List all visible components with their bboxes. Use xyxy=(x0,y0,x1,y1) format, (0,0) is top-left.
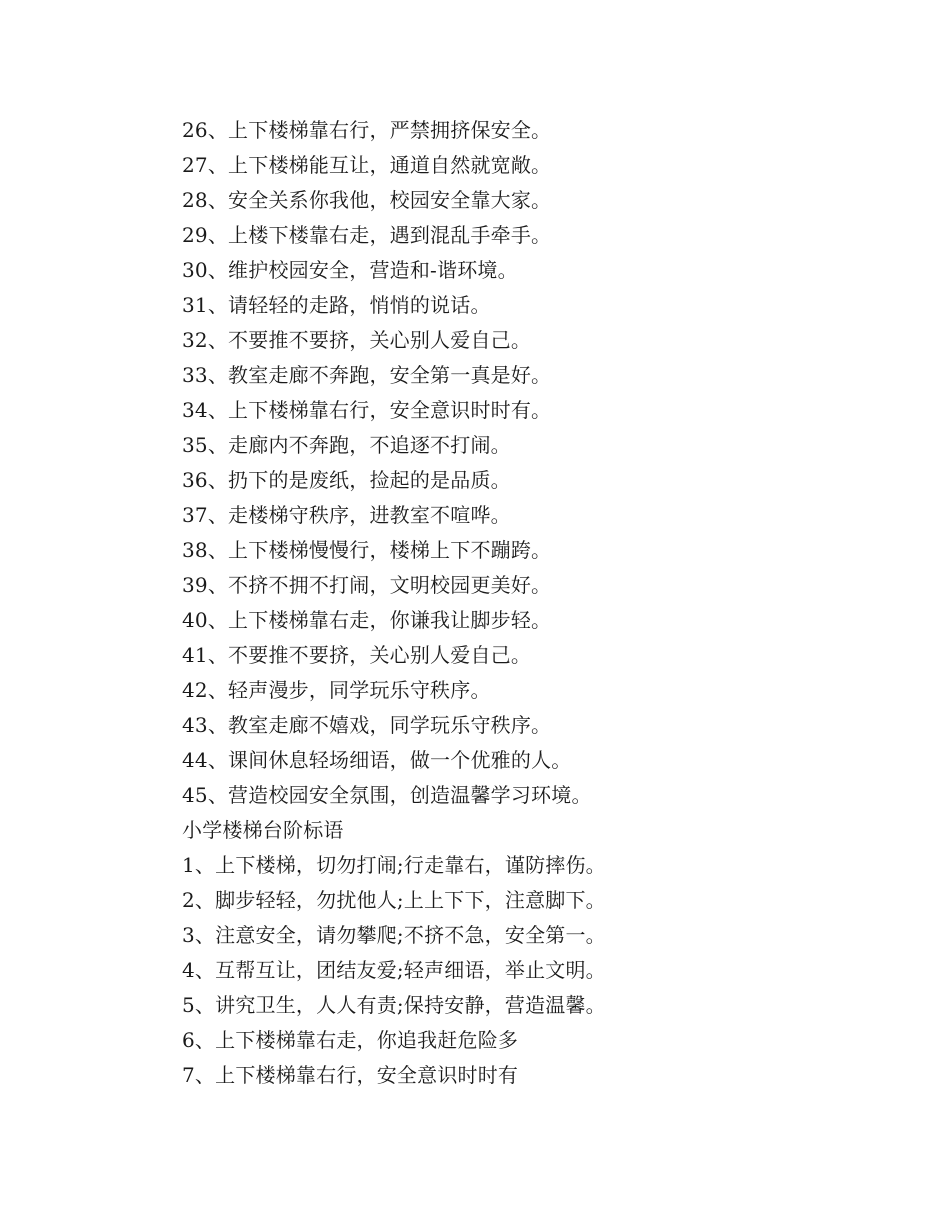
slogan-line-30: 30、维护校园安全，营造和-谐环境。 xyxy=(182,258,518,282)
stair-slogan-line-5: 5、讲究卫生，人人有责;保持安静，营造温馨。 xyxy=(182,993,606,1017)
stair-slogan-line-2: 2、脚步轻轻，勿扰他人;上上下下，注意脚下。 xyxy=(182,888,606,912)
slogan-line-32: 32、不要推不要挤，关心别人爱自己。 xyxy=(182,328,532,352)
stair-slogan-line-6: 6、上下楼梯靠右走，你追我赶危险多 xyxy=(182,1028,519,1052)
slogan-line-39: 39、不挤不拥不打闹，文明校园更美好。 xyxy=(182,573,552,597)
slogan-line-44: 44、课间休息轻场细语，做一个优雅的人。 xyxy=(182,748,572,772)
slogan-list xyxy=(182,113,902,1093)
slogan-line-37: 37、走楼梯守秩序，进教室不喧哗。 xyxy=(182,503,511,527)
slogan-line-29: 29、上楼下楼靠右走，遇到混乱手牵手。 xyxy=(182,223,552,247)
slogan-line-40: 40、上下楼梯靠右走，你谦我让脚步轻。 xyxy=(182,608,552,632)
slogan-line-41: 41、不要推不要挤，关心别人爱自己。 xyxy=(182,643,532,667)
slogan-line-33: 33、教室走廊不奔跑，安全第一真是好。 xyxy=(182,363,552,387)
stair-slogan-line-3: 3、注意安全，请勿攀爬;不挤不急，安全第一。 xyxy=(182,923,606,947)
section-heading: 小学楼梯台阶标语 xyxy=(182,818,344,842)
slogan-line-45: 45、营造校园安全氛围，创造温馨学习环境。 xyxy=(182,783,592,807)
stair-slogan-line-4: 4、互帮互让，团结友爱;轻声细语，举止文明。 xyxy=(182,958,606,982)
slogan-line-27: 27、上下楼梯能互让，通道自然就宽敞。 xyxy=(182,153,552,177)
stair-slogan-line-1: 1、上下楼梯，切勿打闹;行走靠右，谨防摔伤。 xyxy=(182,853,606,877)
slogan-line-26: 26、上下楼梯靠右行，严禁拥挤保安全。 xyxy=(182,118,552,142)
slogan-line-34: 34、上下楼梯靠右行，安全意识时时有。 xyxy=(182,398,552,422)
slogan-line-38: 38、上下楼梯慢慢行，楼梯上下不蹦跨。 xyxy=(182,538,552,562)
slogan-line-43: 43、教室走廊不嬉戏，同学玩乐守秩序。 xyxy=(182,713,552,737)
slogan-line-42: 42、轻声漫步，同学玩乐守秩序。 xyxy=(182,678,491,702)
slogan-line-35: 35、走廊内不奔跑，不追逐不打闹。 xyxy=(182,433,511,457)
slogan-line-36: 36、扔下的是废纸，捡起的是品质。 xyxy=(182,468,511,492)
slogan-line-28: 28、安全关系你我他，校园安全靠大家。 xyxy=(182,188,552,212)
stair-slogan-line-7: 7、上下楼梯靠右行，安全意识时时有 xyxy=(182,1063,519,1087)
slogan-line-31: 31、请轻轻的走路，悄悄的说话。 xyxy=(182,293,491,317)
